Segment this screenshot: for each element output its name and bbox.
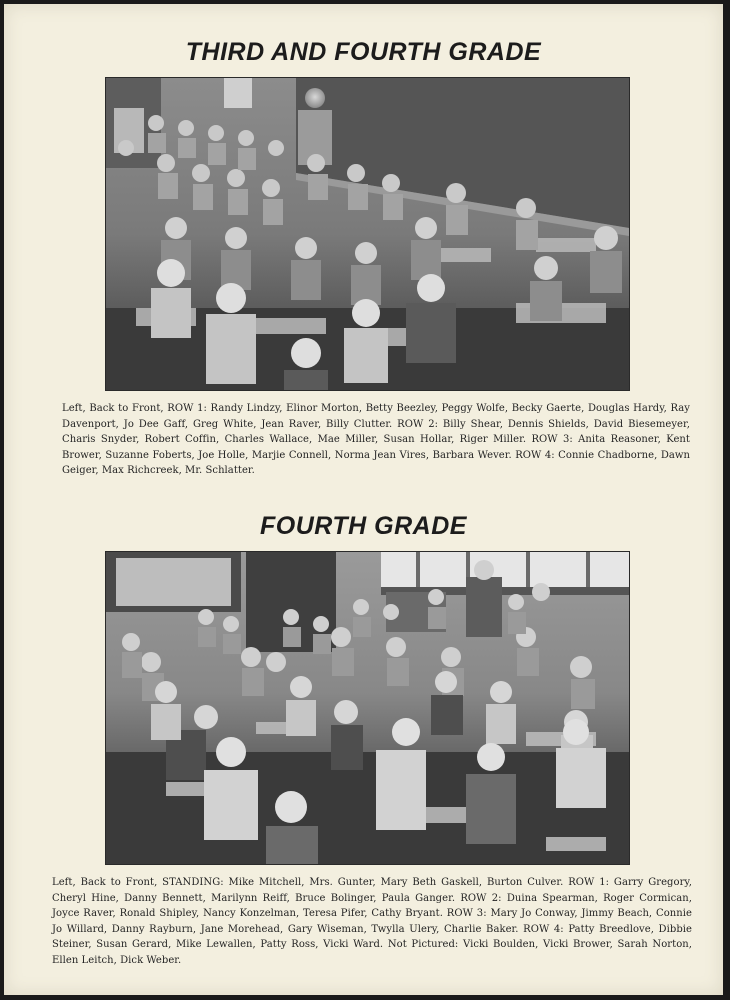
class-photo-image bbox=[106, 552, 629, 864]
class-photo-image bbox=[106, 78, 629, 390]
section-heading-fourth: FOURTH GRADE bbox=[260, 512, 467, 540]
class-photo-fourth bbox=[105, 551, 630, 865]
class-photo-third-fourth bbox=[105, 77, 630, 391]
photo-caption-fourth: Left, Back to Front, STANDING: Mike Mitchell, Mrs. Gunter, Mary Beth Gaskell, Burton Culver. ROW 1: Garry Gregory, Cheryl Hine, Danny Bennett, Marilynn Reiff, Bruce Bolinger, Paula Ganger. ROW 2: Duina Spearman, Roger Cormican, Joyce Raver, Ronald Shipley, Nancy Konzelman, Teresa Pifer, Cathy Bryant. ROW 3: Mary Jo Conway, Jimmy Beach, Connie Jo Willard, Danny Rayburn, Jane Morehead, Gary Wiseman, Twylla Ulery, Charlie Baker. ROW 4: Patty Breedlove, Dibbie Steiner, Susan Gerard, Mike Lewallen, Patty Ross, Vicki Ward. Not Pictured: Vicki Boulden, Vicki Brower, Sarah Norton, Ellen Leitch, Dick Weber. bbox=[52, 877, 692, 966]
photo-caption-third-fourth: Left, Back to Front, ROW 1: Randy Lindzy, Elinor Morton, Betty Beezley, Peggy Wolfe, Becky Gaerte, Douglas Hardy, Ray Davenport, Jo Dee Gaff, Greg White, Jean Raver, Billy Clutter. ROW 2: Billy Shear, Dennis Shields, David Biesemeyer, Charis Snyder, Robert Coffin, Charles Wallace, Mae Miller, Susan Hollar, Riger Miller. ROW 3: Anita Reasoner, Kent Brower, Suzanne Foberts, Joe Holle, Marjie Connell, Norma Jean Vires, Barbara Wever. ROW 4: Connie Chadborne, Dawn Geiger, Max Richcreek, Mr. Schlatter. bbox=[62, 403, 690, 477]
yearbook-page bbox=[4, 4, 723, 995]
section-heading-third-fourth: THIRD AND FOURTH GRADE bbox=[185, 38, 542, 66]
